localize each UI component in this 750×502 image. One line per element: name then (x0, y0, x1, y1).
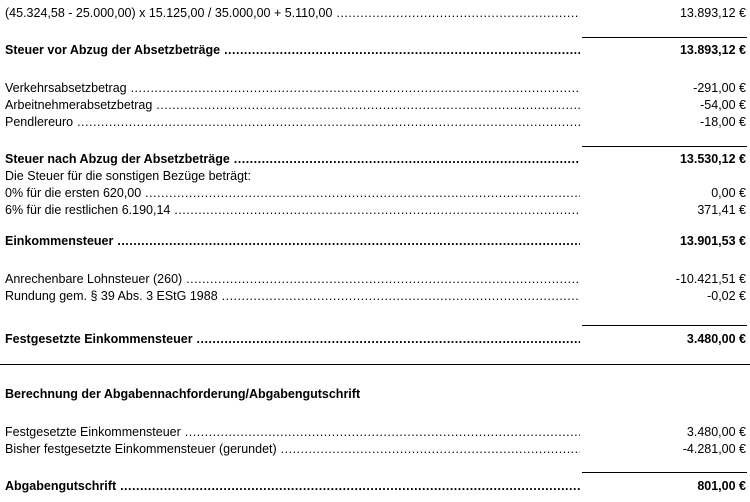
line-einkommensteuer (0, 233, 750, 249)
line-pendler (0, 114, 750, 130)
line-rundung (0, 288, 750, 304)
line-festgesetzt-2 (0, 424, 750, 440)
line-label: Abgabengutschrift ..... (5, 478, 580, 494)
line-amount: -291,00 € (693, 81, 746, 95)
section-rule (0, 364, 750, 365)
line-label: 6% für die restlichen 6.190,14 ..... (5, 202, 580, 218)
line-label: Festgesetzte Einkommensteuer ..... (5, 424, 580, 440)
line-label: Einkommensteuer ..... (5, 233, 580, 249)
subtotal-rule (582, 325, 747, 326)
line-amount: 13.530,12 € (679, 152, 746, 166)
line-label: Verkehrsabsetzbetrag ..... (5, 80, 580, 96)
line-label: (45.324,58 - 25.000,00) x 15.125,00 / 35.000,00 + 5.110,00 ..... (5, 5, 580, 21)
line-steuer-vor (0, 42, 750, 58)
line-label: 0% für die ersten 620,00 ..... (5, 185, 580, 201)
line-label: Arbeitnehmerabsetzbetrag ..... (5, 97, 580, 113)
line-bisher (0, 441, 750, 457)
line-amount: -4.281,00 € (682, 442, 746, 456)
line-amount: -0,02 € (707, 289, 746, 303)
line-amount: -18,00 € (700, 115, 746, 129)
line-label: Steuer vor Abzug der Absetzbeträge ..... (5, 42, 580, 58)
line-lohnsteuer (0, 271, 750, 287)
subtotal-rule (582, 146, 747, 147)
line-arbeitnehmer (0, 97, 750, 113)
line-amount: 3.480,00 € (686, 332, 746, 346)
line-sechs-prozent (0, 202, 750, 218)
line-amount: 3.480,00 € (686, 425, 746, 439)
line-amount: 13.893,12 € (679, 6, 746, 20)
heading-label: Berechnung der Abgabennachforderung/Abgabengutschrift (5, 387, 361, 401)
subtotal-rule (582, 37, 747, 38)
line-null-prozent (0, 185, 750, 201)
line-label: Rundung gem. § 39 Abs. 3 EStG 1988 ..... (5, 288, 580, 304)
line-label: Festgesetzte Einkommensteuer ..... (5, 331, 580, 347)
line-label: Die Steuer für die sonstigen Bezüge beträgt: (5, 169, 251, 183)
line-amount: 13.901,53 € (679, 234, 746, 248)
line-amount: 13.893,12 € (679, 43, 746, 57)
line-sonstige-intro (0, 168, 750, 184)
line-verkehr (0, 80, 750, 96)
line-steuer-nach (0, 151, 750, 167)
line-amount: 801,00 € (697, 479, 746, 493)
line-amount: -10.421,51 € (675, 272, 746, 286)
line-formula (0, 5, 750, 21)
subtotal-rule (582, 472, 747, 473)
line-amount: -54,00 € (700, 98, 746, 112)
line-festgesetzt (0, 331, 750, 347)
line-amount: 0,00 € (711, 186, 746, 200)
line-label: Pendlereuro ..... (5, 114, 580, 130)
section-heading (0, 386, 750, 402)
line-label: Bisher festgesetzte Einkommensteuer (gerundet) ..... (5, 441, 580, 457)
line-label: Steuer nach Abzug der Absetzbeträge ..... (5, 151, 580, 167)
line-label: Anrechenbare Lohnsteuer (260) ..... (5, 271, 580, 287)
line-gutschrift (0, 478, 750, 494)
line-amount: 371,41 € (697, 203, 746, 217)
